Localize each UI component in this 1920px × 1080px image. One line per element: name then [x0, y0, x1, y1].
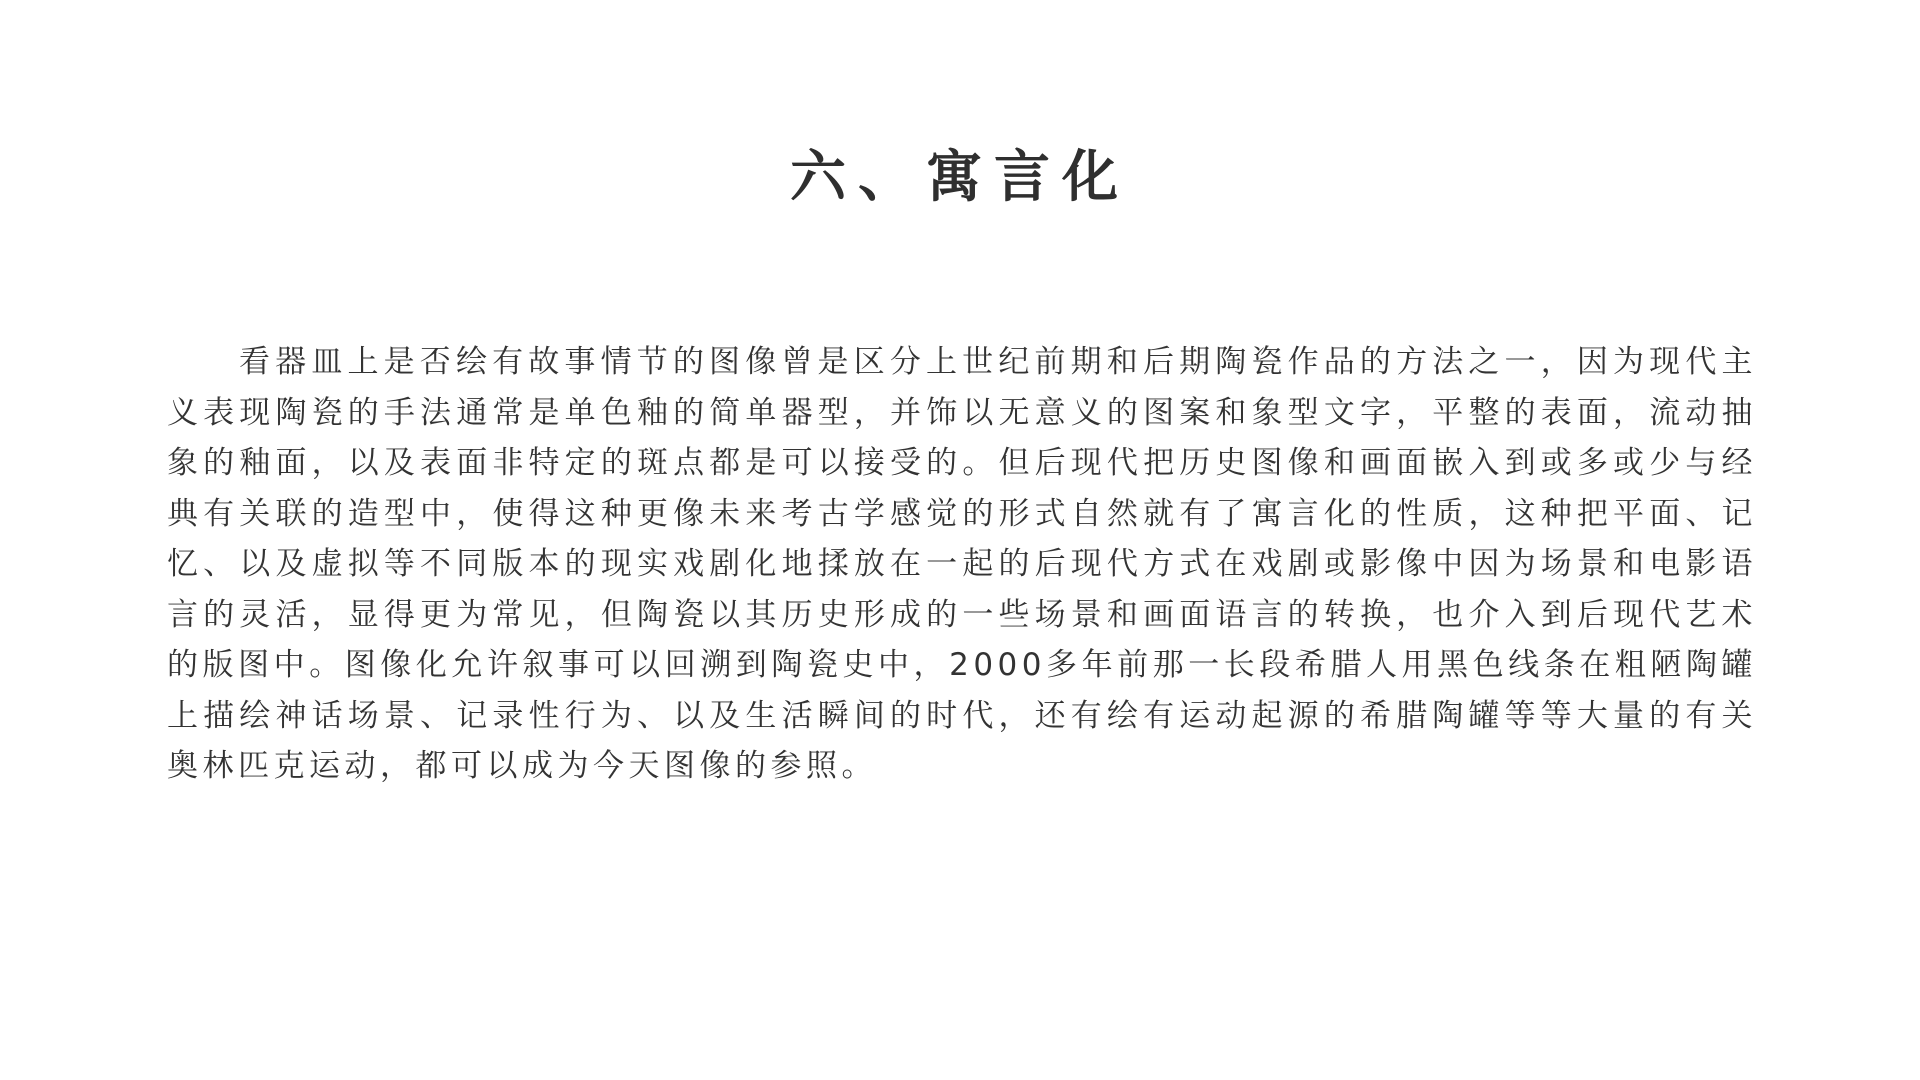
slide-title: 六、寓言化 — [790, 145, 1130, 210]
body-paragraph: 看器皿上是否绘有故事情节的图像曾是区分上世纪前期和后期陶瓷作品的方法之一，因为现代主义表现陶瓷的手法通常是单色釉的简单器型，并饰以无意义的图案和象型文字，平整的表面，流动抽象的釉面，以及表面非特定的斑点都是可以接受的。但后现代把历史图像和画面嵌入到或多或少与经典有关联的造型中，使得这种更像未来考古学感觉的形式自然就有了寓言化的性质，这种把平面、记忆、以及虚拟等不同版本的现实戏剧化地揉放在一起的后现代方式在戏剧或影像中因为场景和电影语言的灵活，显得更为常见，但陶瓷以其历史形成的一些场景和画面语言的转换，也介入到后现代艺术的版图中。图像化允许叙事可以回溯到陶瓷史中，2000多年前那一长段希腊人用黑色线条在粗陋陶罐上描绘神话场景、记录性行为、以及生活瞬间的时代，还有绘有运动起源的希腊陶罐等等大量的有关奥林匹克运动，都可以成为今天图像的参照。 — [167, 344, 1757, 784]
